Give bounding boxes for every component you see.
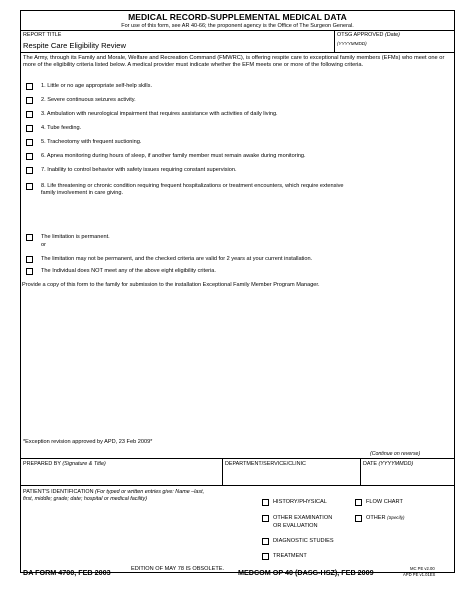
criteria-6-checkbox[interactable]: [26, 153, 33, 160]
prepared-by-hint: (Signature & Title): [62, 461, 106, 467]
criteria-8-checkbox[interactable]: [26, 183, 33, 190]
divider: [20, 458, 455, 459]
other-exam-label-2: OR EVALUATION: [273, 523, 318, 529]
criteria-7-label: 7. Inability to control behavior with safety issues requiring constant supervision.: [41, 167, 237, 173]
edition-note: EDITION OF MAY 78 IS OBSOLETE.: [131, 566, 225, 572]
diagnostic-studies-checkbox[interactable]: [262, 538, 269, 545]
prepared-by-label: [23, 461, 106, 467]
continue-note: (Continue on reverse): [370, 451, 421, 457]
date-label: [363, 461, 413, 467]
other-label-text: OTHER: [366, 515, 386, 521]
patient-id-hint-2: first, middle; grade; date; hospital or medical facility): [23, 496, 148, 502]
divider: [20, 30, 455, 31]
treatment-checkbox[interactable]: [262, 553, 269, 560]
not-permanent-label: The limitation may not be permanent, and the checked criteria are valid for 2 years at your current installation.: [41, 256, 313, 262]
criteria-3-label: 3. Ambulation with neurological impairment that requires assistance with activities of daily living.: [41, 111, 278, 117]
department-label: DEPARTMENT/SERVICE/CLINIC: [225, 461, 306, 467]
other-label-hint: (Specify): [387, 515, 405, 520]
permanent-label: The limitation is permanent.: [41, 234, 110, 240]
otsg-approved-label: [337, 32, 400, 38]
criteria-5-label: 5. Tracheotomy with frequent suctioning.: [41, 139, 142, 145]
intro-paragraph: The Army, through its Family and Morale, Welfare and Recreation Command (FMWRC), is offering respite care to exceptional family members (EFMs) who meet one or more of the eligibility criteria listed below. A medical provider must indicate whether the EFM meets one or more of the following criteria.: [23, 55, 445, 69]
medcom-number: MEDCOM OP 40 (DASG-HSZ), FEB 2009: [238, 568, 374, 577]
form-title: MEDICAL RECORD-SUPPLEMENTAL MEDICAL DATA: [128, 12, 347, 22]
criteria-4-label: 4. Tube feeding.: [41, 125, 82, 131]
criteria-5-checkbox[interactable]: [26, 139, 33, 146]
otsg-label-date: (Date): [384, 32, 400, 38]
criteria-7-checkbox[interactable]: [26, 167, 33, 174]
other-exam-label-1: OTHER EXAMINATION: [273, 515, 333, 521]
history-physical-checkbox[interactable]: [262, 499, 269, 506]
otsg-hint: (YYYYMMDD): [337, 41, 367, 46]
flow-chart-checkbox[interactable]: [355, 499, 362, 506]
history-physical-label: HISTORY/PHYSICAL: [273, 499, 327, 505]
criteria-1-checkbox[interactable]: [26, 83, 33, 90]
date-field[interactable]: [363, 468, 453, 484]
diagnostic-studies-label: DIAGNOSTIC STUDIES: [273, 538, 334, 544]
form-subtitle: For use of this form, see AR 40-66; the proponent agency is the Office of The Surgeon General.: [121, 22, 354, 29]
date-label-text: DATE: [363, 461, 377, 467]
provide-copy-text: Provide a copy of this form to the family for submission to the installation Exceptional Family Member Program Manager.: [22, 282, 320, 288]
exception-note: *Exception revision approved by APD, 23 Feb 2009*: [23, 439, 153, 445]
divider: [360, 458, 361, 485]
not-permanent-checkbox[interactable]: [26, 256, 33, 263]
version-1: MC PE v2.00: [410, 566, 435, 571]
criteria-4-checkbox[interactable]: [26, 125, 33, 132]
criteria-3-checkbox[interactable]: [26, 111, 33, 118]
patient-id-text: PATIENT'S IDENTIFICATION: [23, 489, 94, 495]
divider: [20, 52, 455, 53]
otsg-label-text: OTSG APPROVED: [337, 32, 384, 38]
criteria-2-checkbox[interactable]: [26, 97, 33, 104]
department-field[interactable]: [225, 468, 358, 484]
patient-id-label: [23, 489, 204, 495]
other-label: [366, 515, 404, 521]
other-checkbox[interactable]: [355, 515, 362, 522]
prepared-by-text: PREPARED BY: [23, 461, 61, 467]
report-title-label: REPORT TITLE: [23, 32, 62, 38]
report-title-value: Respite Care Eligibility Review: [23, 41, 126, 50]
date-label-hint: (YYYYMMDD): [378, 461, 414, 467]
not-meet-label: The Individual does NOT meet any of the above eight eligibility criteria.: [41, 268, 216, 274]
form-number: DA FORM 4700, FEB 2003: [23, 568, 111, 577]
not-meet-checkbox[interactable]: [26, 268, 33, 275]
patient-id-field[interactable]: [23, 505, 253, 563]
permanent-checkbox[interactable]: [26, 234, 33, 241]
patient-id-hint-1: (For typed or written entries give: Name –last,: [95, 489, 205, 495]
criteria-1-label: 1. Little or no age appropriate self-help skills.: [41, 83, 153, 89]
divider: [20, 485, 455, 486]
criteria-8-label: 8. Life threatening or chronic condition requiring frequent hospitalizations or treatment encounters, which require extensive family involvement in care giving.: [41, 183, 344, 197]
treatment-label: TREATMENT: [273, 553, 307, 559]
prepared-by-field[interactable]: [23, 468, 220, 484]
divider: [222, 458, 223, 485]
other-exam-checkbox[interactable]: [262, 515, 269, 522]
criteria-6-label: 6. Apnea monitoring during hours of sleep, if another family member must remain awake during monitoring.: [41, 153, 306, 159]
flow-chart-label: FLOW CHART: [366, 499, 403, 505]
divider: [334, 30, 335, 52]
criteria-2-label: 2. Severe continuous seizures activity.: [41, 97, 136, 103]
version-2: APD PE v1.01ES: [403, 572, 436, 577]
or-label: or: [41, 242, 46, 248]
